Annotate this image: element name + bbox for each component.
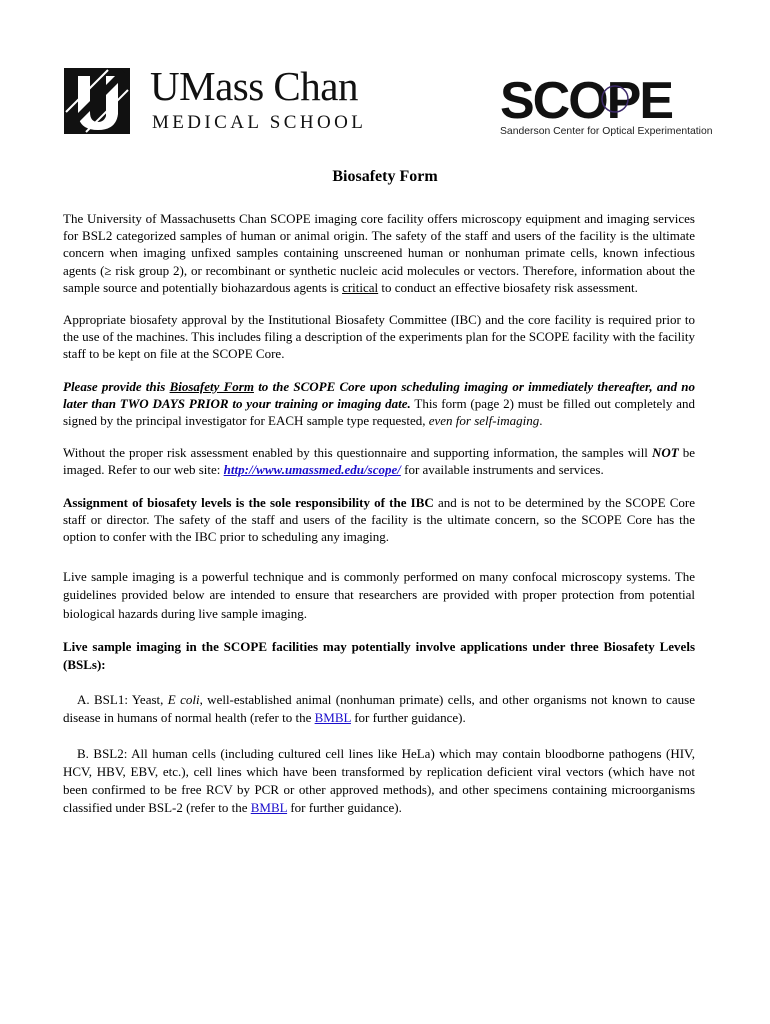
- page-title: Biosafety Form: [332, 168, 438, 185]
- scope-wordmark-text: SCOPE: [500, 72, 673, 126]
- ibc-responsibility-text: Assignment of biosafety levels is the sole responsibility of the IBC: [63, 494, 434, 510]
- intro-text: The University of Massachusetts Chan SCOPE imaging core facility offers microscopy equipment and imaging services for BSL2 categorized samples of human or animal origin. The safety of the staff and users of the facility is the ultimate concern when imaging unfixed samples containing unscreened human or nonhuman primate cells, known infectious agents (≥ risk group 2), or recombinant or synthetic nucleic acid molecules or vectors. Therefore, information about the sample source and potentially biohazardous agents is: [63, 211, 695, 295]
- document-body: [63, 210, 695, 817]
- intro-paragraph: [63, 210, 695, 296]
- biosafety-assignment-paragraph: Assignment of biosafety levels is the sole responsibility of the IBC and is not to be determined by the SCOPE Core staff or director. The safety of the staff and users of the facility is the ultimate concern, so the SCOPE Core has the option to confer with the IBC prior to scheduling any imaging.: [63, 494, 695, 545]
- instructions-body: This form (page 2) must be filled out completely and signed by the principal investigator for EACH sample type requested,: [63, 395, 695, 429]
- not-emphasis: NOT: [651, 445, 679, 461]
- critical-emphasis: critical: [342, 279, 379, 295]
- scope-logo: [500, 72, 713, 142]
- scope-website-link[interactable]: http://www.umassmed.edu/scope/: [223, 462, 401, 478]
- self-imaging-note: even for self-imaging: [428, 413, 540, 429]
- deadline-text: to the SCOPE Core upon scheduling imaging or immediately thereafter, and no later than TWO DAYS PRIOR to your training or imaging date.: [63, 378, 696, 411]
- instructions-paragraph: Please provide this Biosafety Form to the SCOPE Core upon scheduling imaging or immediately thereafter, and no later than TWO DAYS PRIOR to your training or imaging date. This form (page 2) must be filled out completely and signed by the principal investigator for EACH sample type requested, even for self-imaging.: [63, 378, 696, 429]
- umass-u-mark-icon: [64, 68, 130, 134]
- bsl-heading: Live sample imaging in the SCOPE facilities may potentially involve applications under three Biosafety Levels (BSLs):: [63, 638, 695, 673]
- approval-paragraph: Appropriate biosafety approval by the Institutional Biosafety Committee (IBC) and the core facility is required prior to the use of the machines. This includes filing a description of the experiments plan for the SCOPE facility with the facility staff to be kept on file at the SCOPE Core.: [63, 312, 695, 362]
- umass-logo-subtitle: MEDICAL SCHOOL: [152, 112, 367, 133]
- scope-logo-subtitle: Sanderson Center for Optical Experimentation: [500, 126, 713, 137]
- umass-chan-logo: [64, 63, 394, 136]
- intro-text-end: to conduct an effective biosafety risk assessment.: [381, 279, 638, 295]
- bmbl-link-bsl1[interactable]: BMBL: [314, 710, 351, 726]
- instructions-lead: Please provide this: [63, 378, 166, 394]
- bmbl-link-bsl2[interactable]: BMBL: [250, 800, 288, 816]
- live-imaging-paragraph: Live sample imaging is a powerful technique and is commonly performed on many confocal microscopy systems. The guidelines provided below are intended to ensure that researchers are provided with proper protection from potential biological hazards during live sample imaging.: [63, 569, 695, 621]
- risk-assessment-paragraph: Without the proper risk assessment enabled by this questionnaire and supporting information, the samples will NOT be imaged. Refer to our web site: http://www.umassmed.edu/scope/ for available instruments and services.: [63, 445, 696, 478]
- umass-logo-name: UMass Chan: [150, 63, 358, 109]
- scope-wordmark: [500, 72, 696, 126]
- biosafety-form-reference: Biosafety Form: [169, 378, 254, 394]
- bsl1-item: A. BSL1: Yeast, E coli, well-established animal (nonhuman primate) cells, and other organisms not known to cause disease in humans of normal health (refer to the BMBL for further guidance).: [63, 692, 695, 726]
- bsl2-item: B. BSL2: All human cells (including cultured cell lines like HeLa) which may contain bloodborne pathogens (HIV, HCV, HBV, EBV, etc.), cell lines which have been transformed by replication deficient viral vectors (which have not been confirmed to be free RCV by PCR or other approved methods), and other specimens containing microorganisms classified under BSL-2 (refer to the BMBL for further guidance).: [63, 745, 695, 816]
